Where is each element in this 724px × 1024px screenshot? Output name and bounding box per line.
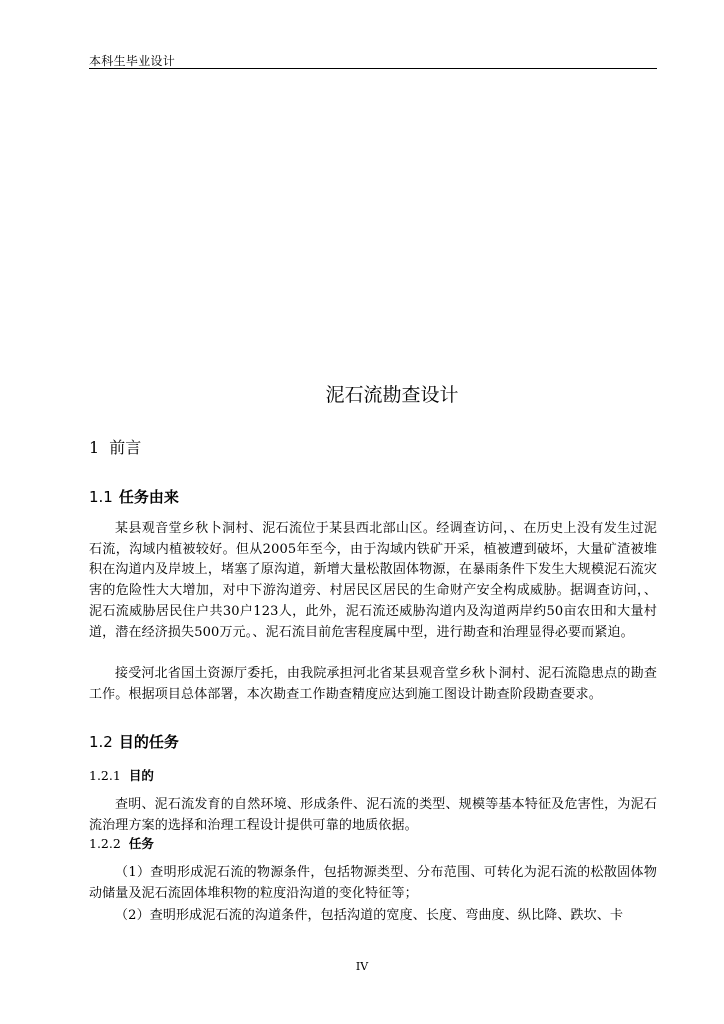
paragraph-task-origin-2: 接受河北省国土资源厅委托，由我院承担河北省某县观音堂乡秋卜洞村、泥石流隐患点的勘查工作。根据项目总体部署，本次勘查工作勘查精度应达到施工图设计勘查阶段勘查要求。 (89, 666, 657, 702)
section-number: 1.1 (89, 488, 113, 506)
section-number: 1.2.2 (89, 836, 121, 851)
section-title: 前言 (109, 438, 142, 457)
paragraph-purpose: 查明、泥石流发育的自然环境、形成条件、泥石流的类型、规模等基本特征及危害性，为泥石流治理方案的选择和治理工程设计提供可靠的地质依据。 (89, 797, 657, 833)
page-number: IV (355, 960, 369, 973)
section-title: 任务 (128, 836, 154, 851)
paragraph-task-item-1: （1）查明形成泥石流的物源条件，包括物源类型、分布范围、可转化为泥石流的松散固体物动储量及泥石流固体堆积物的粒度沿沟道的变化特征等； (89, 865, 657, 901)
section-1-2-1-heading (89, 767, 154, 785)
section-number: 1 (89, 438, 100, 457)
paragraph-task-origin-1: 某县观音堂乡秋卜洞村、泥石流位于某县西北部山区。经调查访问，、在历史上没有发生过泥石流，沟域内植被较好。但从2005年至今，由于沟域内铁矿开采，植被遭到破坏，大量矿渣被堆积在沟道内及岸坡上，堵塞了原沟道，新增大量松散固体物源，在暴雨条件下发生大规模泥石流灾害的危险性大大增加，对中下游沟道旁、村居民区居民的生命财产安全构成威胁。据调查访问，、泥石流威胁居民住户共30户123人，此外，泥石流还威胁沟道内及沟道两岸约50亩农田和大量村道，潜在经济损失500万元。、泥石流目前危害程度属中型，进行勘查和治理显得必要而紧迫。 (89, 521, 657, 640)
section-title: 目的 (128, 768, 154, 783)
document-title: 泥石流勘查设计 (325, 384, 459, 406)
section-number: 1.2 (89, 733, 113, 751)
section-title: 目的任务 (118, 733, 179, 751)
section-1-2-heading (89, 731, 179, 753)
page-header (89, 50, 657, 69)
section-1-1-heading (89, 486, 179, 508)
section-1-2-2-heading (89, 835, 154, 853)
section-title: 任务由来 (118, 488, 179, 506)
paragraph-task-item-2: （2）查明形成泥石流的沟道条件，包括沟道的宽度、长度、弯曲度、纵比降、跌坎、卡 (115, 908, 624, 923)
section-number: 1.2.1 (89, 768, 121, 783)
section-1-heading (89, 437, 141, 459)
header-text: 本科生毕业设计 (89, 54, 176, 68)
